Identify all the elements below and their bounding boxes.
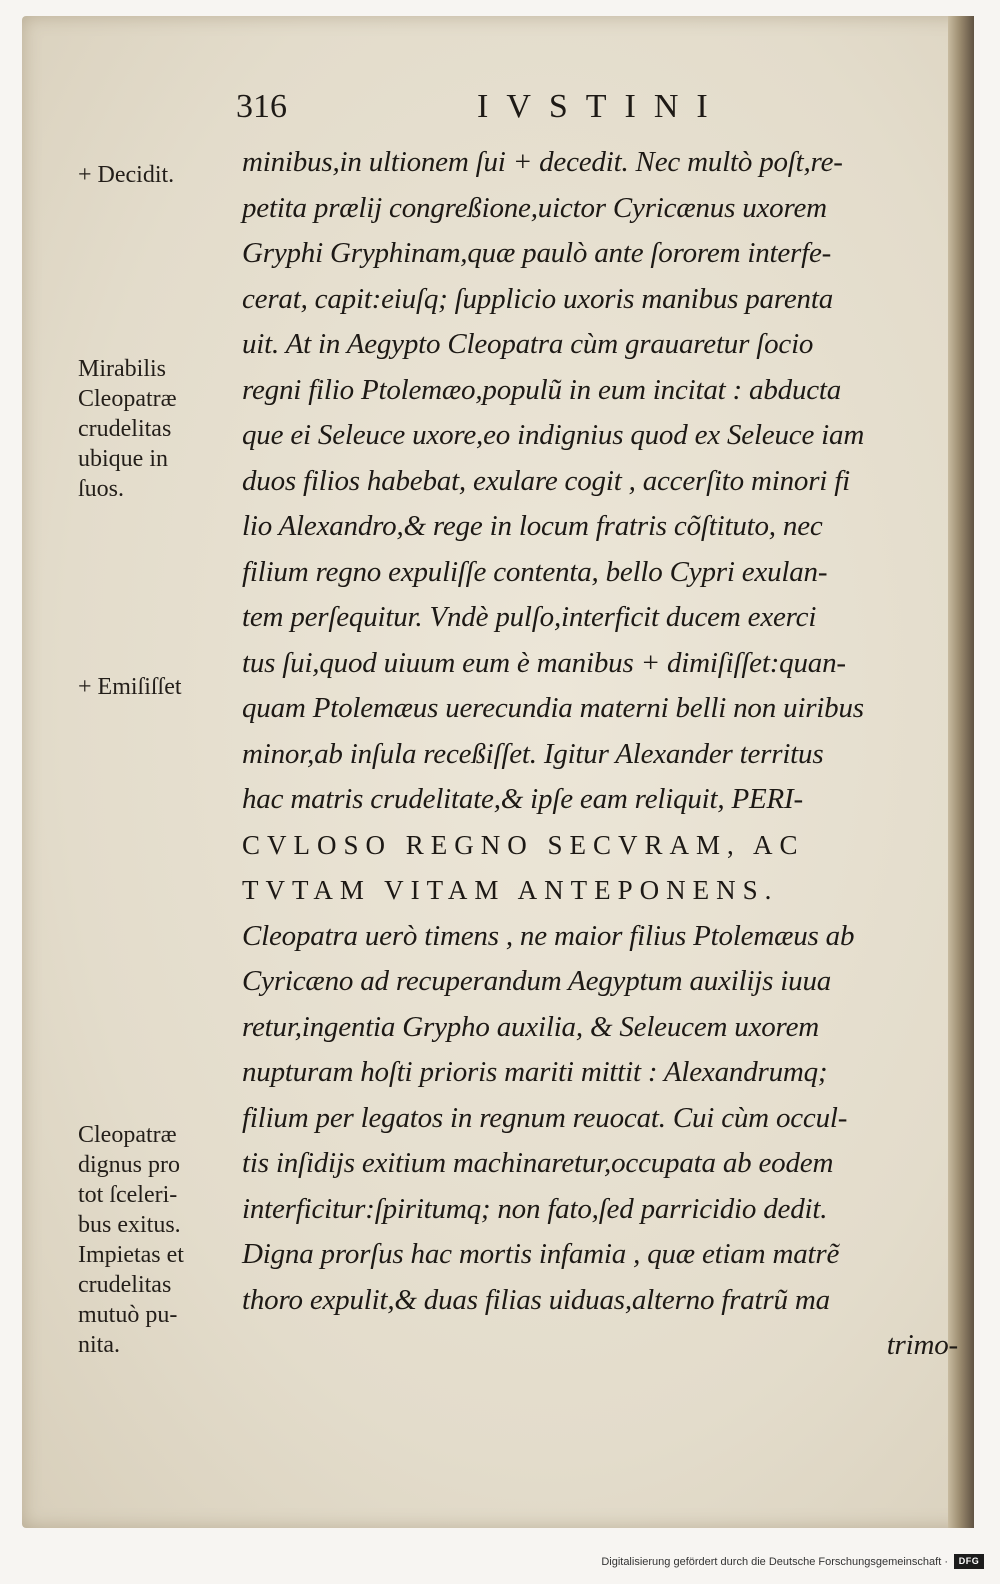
body-line: que ei Seleuce uxore,eo indignius quod ex Seleuce iam bbox=[242, 419, 865, 451]
catchword: trimo- bbox=[886, 1329, 958, 1361]
body-line: filium per legatos in regnum reuocat. Cui cùm occul- bbox=[242, 1101, 848, 1134]
margin-note-line: Mirabilis bbox=[78, 356, 166, 382]
body-line: Cleopatra uerò timens , ne maior filius Ptolemæus ab bbox=[242, 919, 855, 952]
body-line: minibus,in ultionem ſui + decedit. Nec multò poſt,re- bbox=[242, 146, 843, 178]
body-line-capitals: CVLOSO REGNO SECVRAM, AC bbox=[242, 829, 805, 860]
margin-note-line: + Emiſiſſet bbox=[78, 674, 182, 700]
body-line: uit. At in Aegypto Cleopatra cùm grauaretur ſocio bbox=[242, 328, 814, 360]
body-line: duos filios habebat, exulare cogit , accerſito minori fi bbox=[242, 464, 850, 497]
margin-note-line: mutuò pu- bbox=[78, 1302, 178, 1328]
body-line: minor,ab inſula receßiſſet. Igitur Alexander territus bbox=[242, 737, 824, 770]
margin-note-cleopatrae-exitus bbox=[78, 1120, 248, 1360]
body-line: petita prælij congreßione,uictor Cyricænus uxorem bbox=[242, 191, 827, 224]
body-line: tus ſui,quod uiuum eum è manibus + dimiſiſſet:quan- bbox=[242, 646, 846, 679]
margin-note-line: ubique in bbox=[78, 446, 168, 472]
body-line: quam Ptolemæus uerecundia materni belli non uiribus bbox=[242, 692, 864, 724]
margin-note-line: Cleopatræ bbox=[78, 1122, 177, 1148]
body-line-capitals: TVTAM VITAM ANTEPONENS. bbox=[242, 875, 779, 905]
body-line: Gryphi Gryphinam,quæ paulò ante ſororem interfe- bbox=[242, 237, 832, 269]
body-text bbox=[242, 140, 962, 1369]
body-line: Cyricæno ad recuperandum Aegyptum auxilijs iuua bbox=[242, 965, 832, 997]
margin-note-line: ſuos. bbox=[78, 476, 125, 502]
body-line: hac matris crudelitate,& ipſe eam reliquit, PERI- bbox=[242, 783, 803, 815]
body-line: thoro expulit,& duas filias uiduas,alterno fratrũ ma bbox=[242, 1283, 830, 1316]
margin-note-emisisset bbox=[78, 672, 248, 702]
margin-note-line: + Decidit. bbox=[78, 162, 175, 188]
body-line: tem perſequitur. Vndè pulſo,interficit ducem exerci bbox=[242, 601, 817, 633]
margin-note-line: crudelitas bbox=[78, 416, 172, 442]
body-line: interficitur:ſpiritumq; non fato,ſed parricidio dedit. bbox=[242, 1192, 828, 1225]
margin-note-line: Impietas et bbox=[78, 1242, 184, 1268]
running-head: IVSTINI bbox=[477, 88, 726, 125]
margin-note-line: crudelitas bbox=[78, 1272, 172, 1298]
dfg-logo: DFG bbox=[954, 1554, 984, 1569]
body-line: cerat, capit:eiuſq; ſupplicio uxoris manibus parenta bbox=[242, 282, 833, 315]
margin-note-decidit bbox=[78, 160, 248, 190]
body-line: lio Alexandro,& rege in locum fratris cõſtituto, nec bbox=[242, 510, 823, 542]
margin-note-line: tot ſceleri- bbox=[78, 1182, 178, 1208]
margin-note-line: bus exitus. bbox=[78, 1212, 181, 1238]
body-line: retur,ingentia Grypho auxilia, & Seleucem uxorem bbox=[242, 1010, 819, 1043]
page-header bbox=[22, 88, 974, 148]
page-number: 316 bbox=[236, 88, 287, 125]
body-line: nupturam hoſti prioris mariti mittit : Alexandrumq; bbox=[242, 1056, 828, 1088]
margin-note-line: nita. bbox=[78, 1332, 120, 1358]
body-line: Digna prorſus hac mortis infamia , quæ etiam matrẽ bbox=[242, 1238, 840, 1270]
body-line: tis inſidijs exitium machinaretur,occupata ab eodem bbox=[242, 1147, 834, 1179]
margin-note-line: Cleopatræ bbox=[78, 386, 177, 412]
digitization-footer bbox=[0, 1552, 1000, 1576]
margin-note-line: dignus pro bbox=[78, 1152, 180, 1178]
footer-credit: Digitalisierung gefördert durch die Deutsche Forschungsgemeinschaft · bbox=[601, 1556, 948, 1568]
body-line: regni filio Ptolemæo,populũ in eum incitat : abducta bbox=[242, 373, 842, 406]
book-page bbox=[22, 16, 974, 1528]
margin-note-mirabilis bbox=[78, 354, 248, 504]
body-line: filium regno expuliſſe contenta, bello Cypri exulan- bbox=[242, 555, 828, 588]
